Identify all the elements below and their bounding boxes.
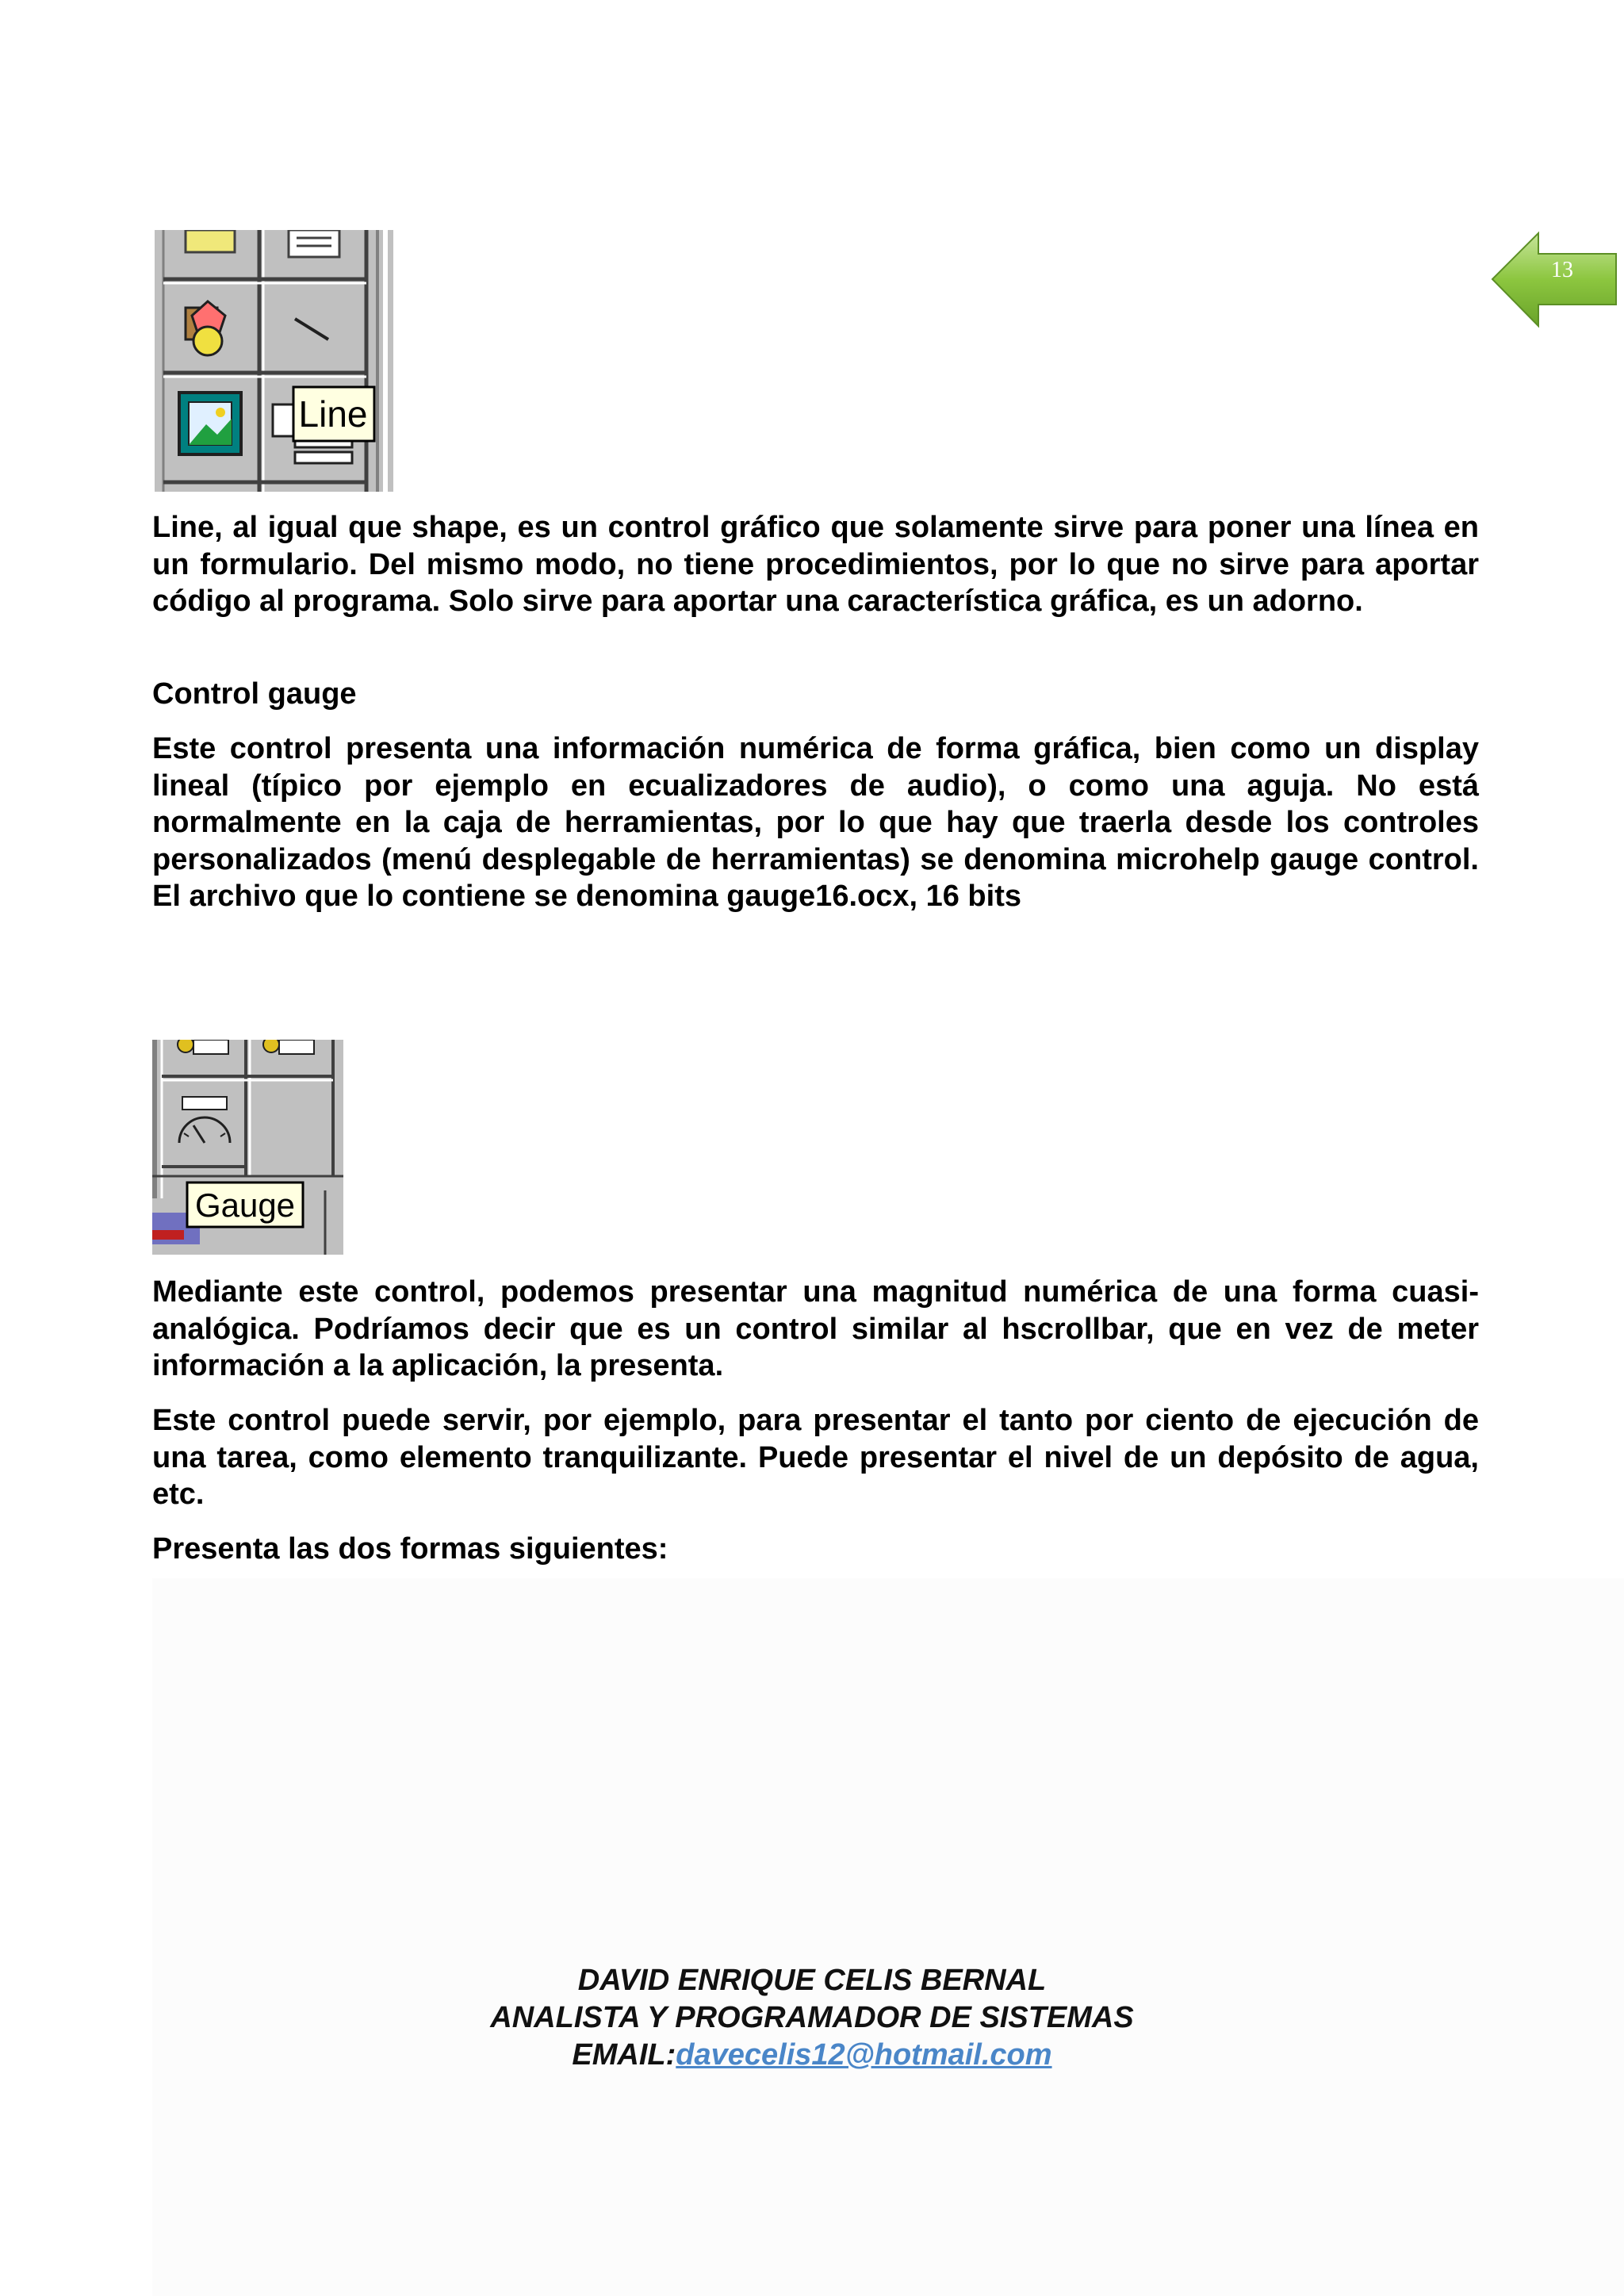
author-footer: [0, 1962, 1624, 2074]
page-shade: [152, 1578, 1624, 2296]
gauge-usage: Este control puede servir, por ejemplo, para presentar el tanto por ciento de ejecución de una tarea, como elemento tranquilizante. Puede presentar el nivel de un depósito de agua, etc.: [152, 1404, 1479, 1511]
email-label: EMAIL:: [572, 2038, 676, 2072]
author-role: ANALISTA Y PROGRAMADOR DE SISTEMAS: [490, 2001, 1134, 2034]
line-description: Line, al igual que shape, es un control gráfico que solamente sirve para poner una línea en un formulario. Del mismo modo, no tiene procedimientos, por lo que no sirve para aportar código al programa. Solo sirve para aportar una característica gráfica, es un adorno.: [152, 511, 1479, 618]
line-toolbox-screenshot: [152, 230, 393, 492]
gauge-toolbox-screenshot: [152, 1040, 343, 1255]
page-number: 13: [1551, 258, 1573, 282]
gauge-description: Este control presenta una información numérica de forma gráfica, bien como un display lineal (típico por ejemplo en ecualizadores de audio), o como una aguja. No está normalmente en la caja de herramientas, por lo que hay que traerla desde los controles personalizados (menú desplegable de herramientas) se denomina microhelp gauge control. El archivo que lo contiene se denomina gauge16.ocx, 16 bits: [152, 732, 1479, 913]
email-link[interactable]: davecelis12@hotmail.com: [676, 2038, 1052, 2072]
author-name: DAVID ENRIQUE CELIS BERNAL: [577, 1964, 1047, 1997]
line-tooltip: Line: [298, 393, 368, 435]
gauge-tooltip: Gauge: [194, 1186, 296, 1224]
author-email-line: [0, 2037, 1624, 2074]
gauge-explanation: Mediante este control, podemos presentar una magnitud numérica de una forma cuasi-analógica. Podríamos decir que es un control similar al hscrollbar, que en vez de meter información a la aplicación, la presenta.: [152, 1275, 1479, 1382]
gauge-forms-intro: Presenta las dos formas siguientes:: [152, 1532, 668, 1566]
section-heading-gauge: Control gauge: [152, 677, 357, 711]
